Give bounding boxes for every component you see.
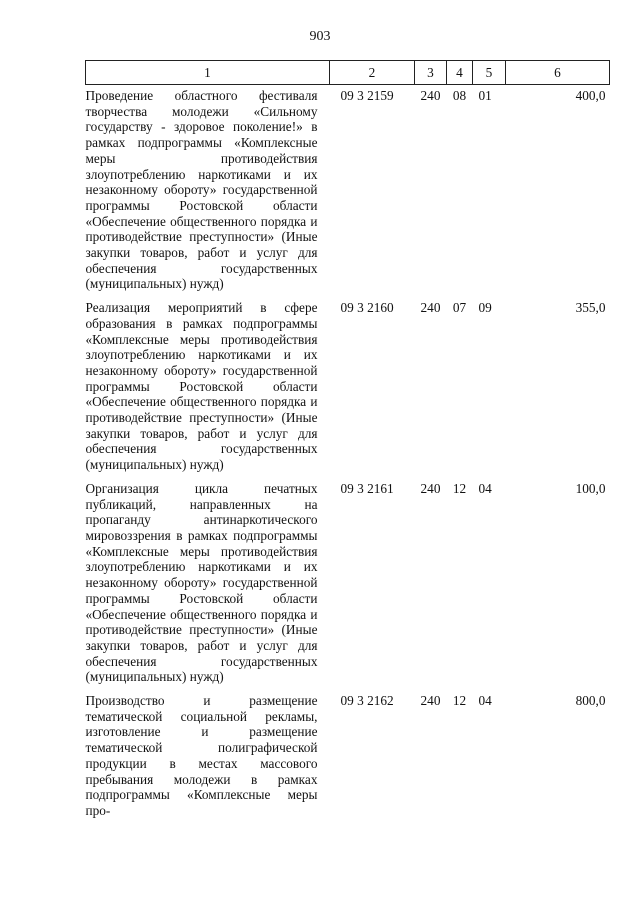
table-row: [86, 85, 610, 298]
column-header-2: 2: [330, 61, 415, 85]
row-section: 07: [452, 300, 467, 316]
row-target-code: 09 3 2162: [340, 693, 394, 709]
table-row: [86, 297, 610, 478]
column-header-1: 1: [86, 61, 330, 85]
row-amount: 800,0: [575, 693, 606, 709]
row-description: Реализация мероприятий в сфере образования в рамках подпрограммы «Комплексные меры противодействия злоупотреблению наркотиками и их незаконному обороту» государственной программы Ростовской области «Обеспечение общественного порядка и противодействие преступности» (Иные закупки товаров, работ и услуг для обеспечения государственных (муниципальных) нужд): [85, 300, 318, 473]
row-target-code: 09 3 2161: [340, 480, 394, 496]
row-target-code: 09 3 2160: [340, 300, 394, 316]
row-description: Организация цикла печатных публикаций, направленных на пропаганду антинаркотического мировоззрения в рамках подпрограммы «Комплексные меры противодействия злоупотреблению наркотиками и их незаконному обороту» государственной программы Ростовской области «Обеспечение общественного порядка и противодействие преступности» (Иные закупки товаров, работ и услуг для обеспечения государственных (муниципальных) нужд): [85, 480, 318, 685]
column-header-6: 6: [506, 61, 610, 85]
row-section: 12: [452, 693, 467, 709]
row-description: Производство и размещение тематической социальной рекламы, изготовление и размещение тематической полиграфической продукции в местах массового пребывания молодежи в рамках подпрограммы «Комплексные меры про-: [85, 693, 318, 818]
row-target-code: 09 3 2159: [340, 88, 394, 103]
budget-table: [85, 60, 610, 824]
row-subsection: 01: [478, 88, 492, 103]
row-amount: 355,0: [575, 300, 606, 316]
column-header-4: 4: [447, 61, 473, 85]
row-description: Проведение областного фестиваля творчества молодежи «Сильному государству - здоровое поколение!» в рамках подпрограммы «Комплексные меры противодействия злоупотреблению наркотиками и их незаконному обороту» государственной программы Ростовской области «Обеспечение общественного порядка и противодействие преступности» (Иные закупки товаров, работ и услуг для обеспечения государственных (муниципальных) нужд): [85, 88, 318, 292]
row-amount: 400,0: [575, 88, 606, 103]
table-row: [86, 690, 610, 824]
row-subsection: 04: [478, 693, 492, 709]
row-section: 08: [452, 88, 467, 103]
row-amount: 100,0: [575, 480, 606, 496]
row-expense-type: 240: [420, 88, 441, 103]
row-section: 12: [452, 480, 467, 496]
table-body: [86, 85, 610, 824]
row-expense-type: 240: [420, 480, 441, 496]
row-expense-type: 240: [420, 693, 441, 709]
page-number: 903: [309, 29, 331, 44]
column-header-3: 3: [415, 61, 447, 85]
row-subsection: 04: [478, 480, 492, 496]
column-header-5: 5: [473, 61, 506, 85]
row-subsection: 09: [478, 300, 492, 316]
table-header: [86, 61, 610, 85]
table-row: [86, 478, 610, 690]
row-expense-type: 240: [420, 300, 441, 316]
